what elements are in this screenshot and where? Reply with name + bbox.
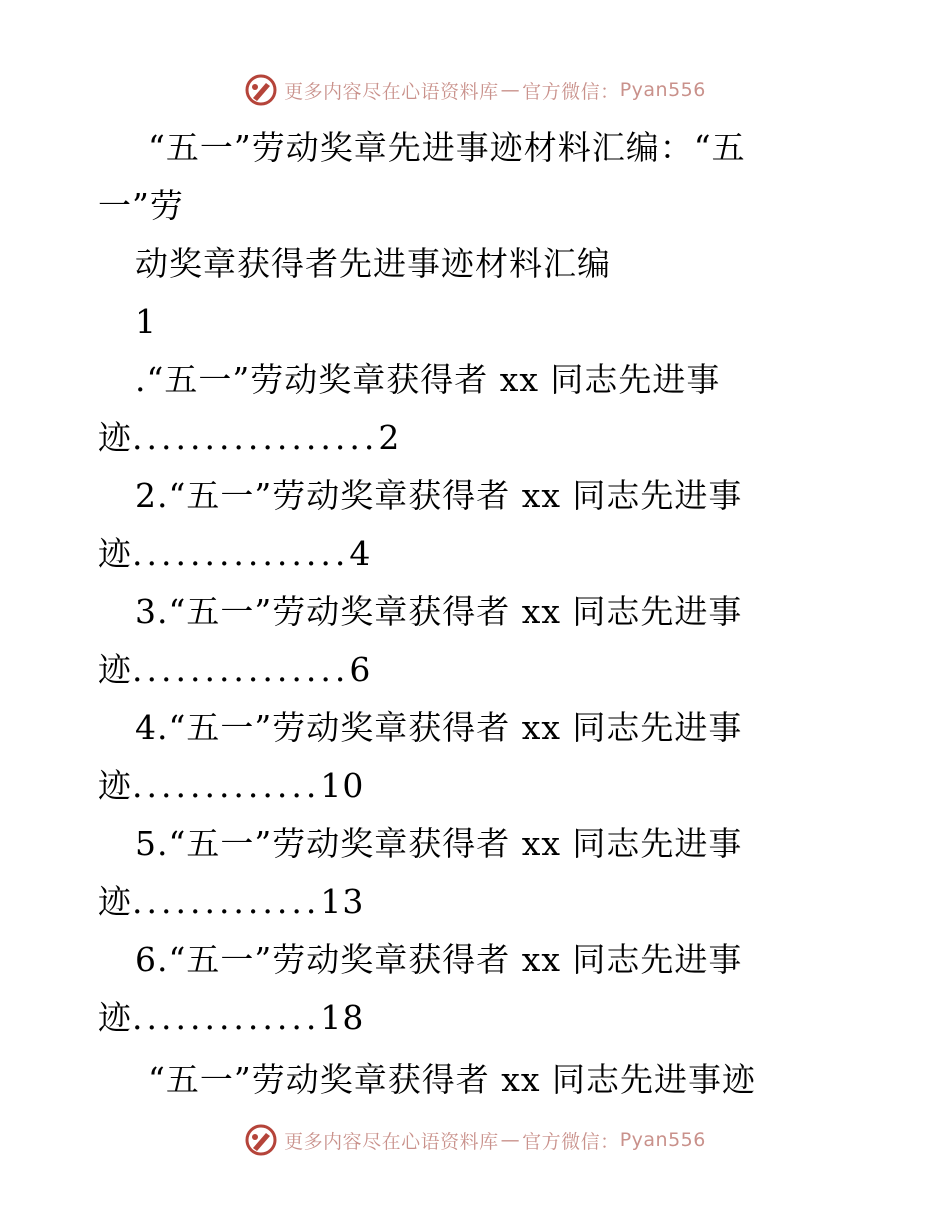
toc-entry-dots: .............	[132, 882, 321, 921]
watermark-wechat-id: Pyan556	[619, 1129, 706, 1151]
toc-entry-dots: ...............	[132, 650, 350, 689]
document-subtitle: 动奖章获得者先进事迹材料汇编	[135, 244, 611, 283]
toc-entry-page: 4	[349, 534, 372, 573]
footer-watermark	[0, 1120, 950, 1160]
toc-entry-page: 18	[320, 998, 365, 1037]
watermark-wechat-label: 官方微信：	[522, 1130, 620, 1153]
toc-entry-lead: 迹	[98, 534, 132, 573]
toc-entry-page: 13	[320, 882, 365, 921]
toc-entry-leader	[98, 534, 371, 574]
toc-entry-dots: ...............	[132, 534, 350, 573]
toc-entry-title: 4.“五一”劳动奖章获得者 xx 同志先进事	[135, 708, 743, 747]
pen-logo-icon	[244, 73, 278, 107]
toc-entry-lead: 迹	[98, 650, 132, 689]
toc-entry-leader	[98, 418, 400, 458]
watermark-site: 更多内容尽在心语资料库	[284, 80, 499, 103]
toc-entry-lead: 迹	[98, 766, 132, 805]
toc-entry-leader	[98, 998, 364, 1038]
toc-entry-title: 5.“五一”劳动奖章获得者 xx 同志先进事	[135, 824, 743, 863]
toc-entry-dots: .............	[132, 998, 321, 1037]
toc-entry-page: 2	[378, 418, 401, 457]
toc-entry-leader	[98, 766, 364, 806]
pen-logo-icon	[244, 1123, 278, 1157]
watermark-site: 更多内容尽在心语资料库	[284, 1130, 499, 1153]
watermark-wechat-id: Pyan556	[619, 79, 706, 101]
document-title-line-2: 一”劳	[98, 186, 184, 225]
header-watermark	[0, 70, 950, 110]
watermark-separator: —	[500, 79, 521, 101]
watermark-separator: —	[500, 1129, 521, 1151]
toc-entry-page: 6	[349, 650, 372, 689]
watermark-wechat-label: 官方微信：	[522, 80, 620, 103]
toc-entry-leader	[98, 882, 364, 922]
toc-entry-dots: .............	[132, 766, 321, 805]
toc-entry-dots: .................	[132, 418, 379, 457]
toc-number: 1	[135, 302, 157, 341]
section-heading: “五一”劳动奖章获得者 xx 同志先进事迹	[148, 1060, 756, 1099]
toc-entry-leader	[98, 650, 371, 690]
toc-entry-title: 2.“五一”劳动奖章获得者 xx 同志先进事	[135, 476, 743, 515]
toc-entry-title: 3.“五一”劳动奖章获得者 xx 同志先进事	[135, 592, 743, 631]
toc-entry-page: 10	[320, 766, 365, 805]
toc-entry-lead: 迹	[98, 998, 132, 1037]
toc-entry-title: 6.“五一”劳动奖章获得者 xx 同志先进事	[135, 940, 743, 979]
toc-entry-title: .“五一”劳动奖章获得者 xx 同志先进事	[135, 360, 721, 399]
document-title-line-1: “五一”劳动奖章先进事迹材料汇编：“五	[148, 128, 746, 167]
toc-entry-lead: 迹	[98, 882, 132, 921]
toc-entry-lead: 迹	[98, 418, 132, 457]
